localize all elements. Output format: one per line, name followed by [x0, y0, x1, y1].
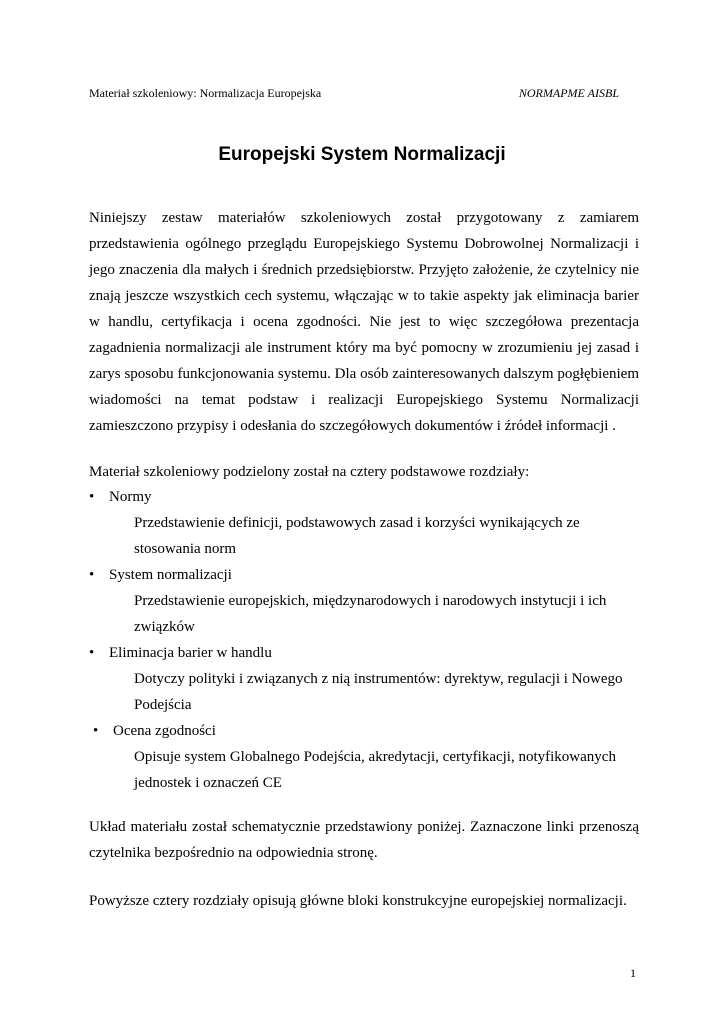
chapter-title: Normy	[109, 489, 152, 505]
chapter-item-eliminacja-barier	[89, 640, 639, 718]
chapters-intro-paragraph: Materiał szkoleniowy podzielony został na cztery podstawowe rozdziały:	[89, 464, 530, 480]
chapter-item-system-normalizacji	[89, 562, 639, 640]
chapter-item-normy	[89, 484, 639, 562]
layout-note-paragraph: Układ materiału został schematycznie przedstawiony poniżej. Zaznaczone linki przenoszą czytelnika bezpośrednio na odpowiednia stronę.	[89, 819, 639, 861]
closing-paragraph: Powyższe cztery rozdziały opisują główne bloki konstrukcyjne europejskiej normalizacji.	[89, 893, 627, 909]
chapter-description: Opisuje system Globalnego Podejścia, akredytacji, certyfikacji, notyfikowanych jednostek i oznaczeń CE	[134, 749, 616, 791]
page-title: Europejski System Normalizacji	[218, 144, 506, 165]
chapter-description: Dotyczy polityki i związanych z nią instrumentów: dyrektyw, regulacji i Nowego Podejścia	[134, 671, 623, 713]
bullet-icon: •	[93, 723, 99, 739]
chapter-item-ocena-zgodnosci	[89, 718, 639, 796]
chapter-description: Przedstawienie definicji, podstawowych zasad i korzyści wynikających ze stosowania norm	[134, 515, 580, 557]
chapters-list	[89, 484, 639, 796]
header-document-title: Materiał szkoleniowy: Normalizacja Europejska	[89, 86, 322, 100]
chapter-title: System normalizacji	[109, 567, 232, 583]
chapter-description: Przedstawienie europejskich, międzynarodowych i narodowych instytucji i ich związków	[134, 593, 607, 635]
page-header	[89, 85, 619, 101]
bullet-icon: •	[89, 645, 95, 661]
chapter-title: Eliminacja barier w handlu	[109, 645, 272, 661]
page-number: 1	[630, 966, 636, 980]
bullet-icon: •	[89, 489, 95, 505]
bullet-icon: •	[89, 567, 95, 583]
chapter-title: Ocena zgodności	[113, 723, 216, 739]
intro-paragraph: Niniejszy zestaw materiałów szkoleniowych został przygotowany z zamiarem przedstawienia ogólnego przeglądu Europejskiego Systemu Dobrowolnej Normalizacji i jego znaczenia dla małych i średnich przedsiębiorstw. Przyjęto założenie, że czytelnicy nie znają jeszcze wszystkich cech systemu, włączając w to takie aspekty jak eliminacja barier w handlu, certyfikacja i ocena zgodności. Nie jest to więc szczegółowa prezentacja zagadnienia normalizacji ale instrument który ma być pomocny w zrozumieniu jej zasad i zarys sposobu funkcjonowania systemu. Dla osób zainteresowanych dalszym pogłębieniem wiadomości na temat podstaw i realizacji Europejskiego Systemu Normalizacji zamieszczono przypisy i odesłania do szczegółowych dokumentów i źródeł informacji .	[89, 210, 639, 434]
header-organization: NORMAPME AISBL	[518, 86, 619, 100]
